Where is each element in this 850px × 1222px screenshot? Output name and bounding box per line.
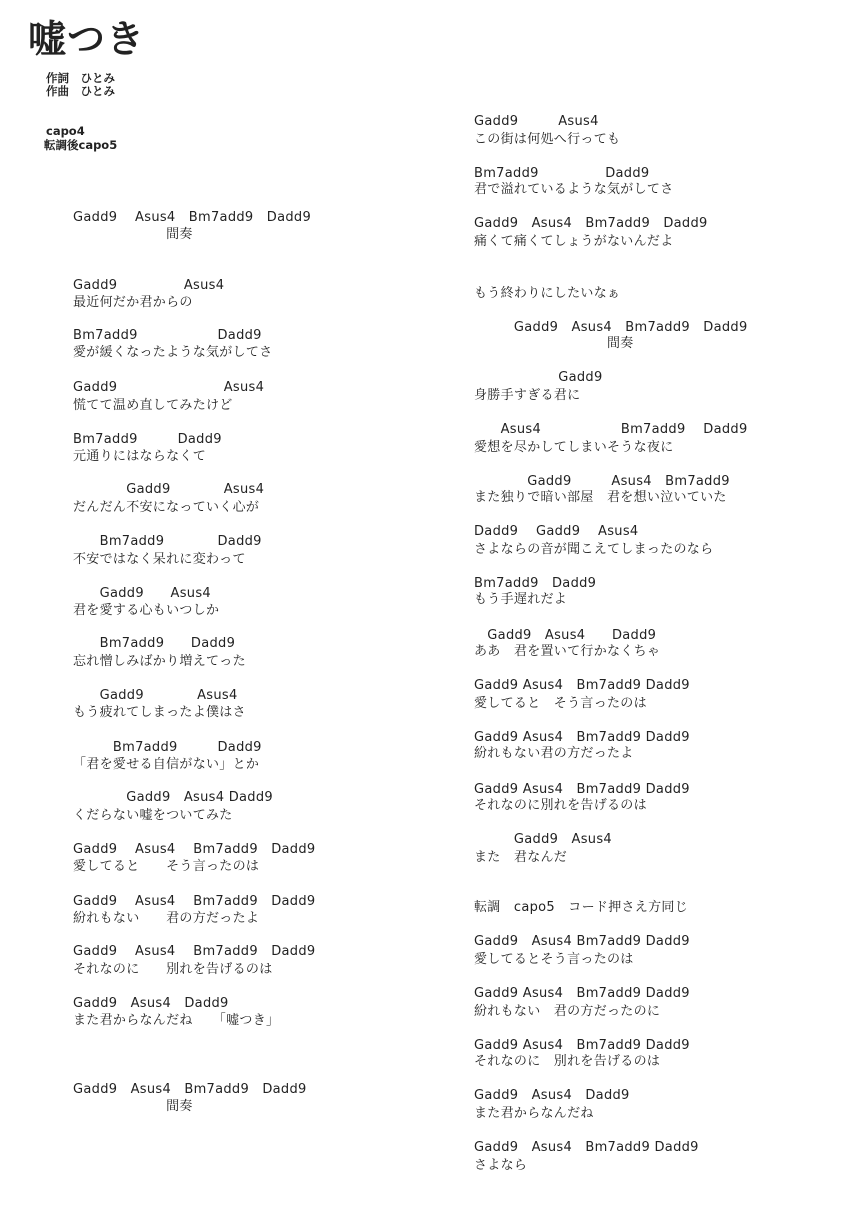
right-line-11: 身勝手すぎる君に [474, 388, 581, 403]
right-line-27: それなのに別れを告げるのは [474, 798, 647, 813]
right-line-36: それなのに 別れを告げるのは [474, 1054, 661, 1069]
left-line-29: Gadd9 Asus4 Bm7add9 Dadd9 [73, 944, 316, 959]
left-line-12: だんだん不安になっていく心が [73, 500, 260, 515]
song-title: 嘘つき [28, 17, 146, 61]
right-line-7: もう終わりにしたいなぁ [474, 286, 621, 301]
right-line-16: Dadd9 Gadd9 Asus4 [474, 524, 639, 539]
right-line-17: さよならの音が聞こえてしまったのなら [474, 542, 714, 557]
left-line-2: 間奏 [73, 227, 193, 242]
right-line-4: 君で溢れているような気がしてさ [474, 182, 674, 197]
right-line-22: Gadd9 Asus4 Bm7add9 Dadd9 [474, 678, 690, 693]
composer-credit: 作曲 ひとみ [46, 84, 115, 98]
right-line-26: Gadd9 Asus4 Bm7add9 Dadd9 [474, 782, 690, 797]
left-line-31: Gadd9 Asus4 Dadd9 [73, 996, 229, 1011]
left-line-21: Bm7add9 Dadd9 [73, 740, 262, 755]
right-line-40: さよなら [474, 1158, 528, 1173]
left-line-7: Gadd9 Asus4 [73, 380, 265, 395]
capo-after-modulation-note: 転調後capo5 [44, 138, 118, 152]
left-line-24: くだらない嘘をついてみた [73, 808, 233, 823]
right-line-10: Gadd9 [474, 370, 603, 385]
right-line-13: 愛想を尽かしてしまいそうな夜に [474, 440, 674, 455]
left-line-10: 元通りにはならなくて [73, 449, 207, 464]
right-line-23: 愛してると そう言ったのは [474, 696, 647, 711]
right-line-21: ああ 君を置いて行かなくちゃ [474, 644, 661, 659]
right-line-32: 愛してるとそう言ったのは [474, 952, 634, 967]
right-line-9: 間奏 [474, 336, 634, 351]
left-line-18: 忘れ憎しみばかり増えてった [73, 654, 246, 669]
left-line-5: Bm7add9 Dadd9 [73, 328, 262, 343]
right-line-20: Gadd9 Asus4 Dadd9 [474, 628, 657, 643]
right-line-25: 紛れもない君の方だったよ [474, 746, 634, 761]
right-line-34: 紛れもない 君の方だったのに [474, 1004, 661, 1019]
right-line-24: Gadd9 Asus4 Bm7add9 Dadd9 [474, 730, 690, 745]
left-line-19: Gadd9 Asus4 [73, 688, 238, 703]
left-line-13: Bm7add9 Dadd9 [73, 534, 262, 549]
left-line-14: 不安ではなく呆れに変わって [73, 552, 246, 567]
left-line-16: 君を愛する心もいつしか [73, 603, 220, 618]
right-line-15: また独りで暗い部屋 君を想い泣いていた [474, 490, 727, 505]
right-line-6: 痛くて痛くてしょうがないんだよ [474, 234, 674, 249]
right-line-2: この街は何処へ行っても [474, 132, 621, 147]
capo-note: capo4 [46, 124, 85, 138]
right-line-8: Gadd9 Asus4 Bm7add9 Dadd9 [474, 320, 748, 335]
left-line-30: それなのに 別れを告げるのは [73, 962, 273, 977]
right-line-18: Bm7add9 Dadd9 [474, 576, 597, 591]
left-line-20: もう疲れてしまったよ僕はさ [73, 705, 246, 720]
left-line-6: 愛が緩くなったような気がしてさ [73, 345, 273, 360]
right-line-39: Gadd9 Asus4 Bm7add9 Dadd9 [474, 1140, 699, 1155]
right-line-19: もう手遅れだよ [474, 592, 568, 607]
right-line-12: Asus4 Bm7add9 Dadd9 [474, 422, 748, 437]
left-line-4: 最近何だか君からの [73, 295, 193, 310]
right-line-3: Bm7add9 Dadd9 [474, 166, 650, 181]
left-line-32: また君からなんだね 「嘘つき」 [73, 1013, 280, 1028]
left-line-8: 慌てて温め直してみたけど [73, 398, 233, 413]
right-line-37: Gadd9 Asus4 Dadd9 [474, 1088, 630, 1103]
right-line-14: Gadd9 Asus4 Bm7add9 [474, 474, 730, 489]
left-line-15: Gadd9 Asus4 [73, 586, 211, 601]
right-line-28: Gadd9 Asus4 [474, 832, 612, 847]
left-line-17: Bm7add9 Dadd9 [73, 636, 236, 651]
right-line-35: Gadd9 Asus4 Bm7add9 Dadd9 [474, 1038, 690, 1053]
right-line-33: Gadd9 Asus4 Bm7add9 Dadd9 [474, 986, 690, 1001]
left-line-26: 愛してると そう言ったのは [73, 859, 260, 874]
left-line-27: Gadd9 Asus4 Bm7add9 Dadd9 [73, 894, 316, 909]
left-line-23: Gadd9 Asus4 Dadd9 [73, 790, 273, 805]
left-line-22: 「君を愛せる自信がない」とか [73, 757, 260, 772]
left-line-3: Gadd9 Asus4 [73, 278, 225, 293]
right-line-31: Gadd9 Asus4 Bm7add9 Dadd9 [474, 934, 690, 949]
right-line-38: また君からなんだね [474, 1106, 594, 1121]
right-line-5: Gadd9 Asus4 Bm7add9 Dadd9 [474, 216, 708, 231]
left-line-34: 間奏 [73, 1099, 193, 1114]
right-line-29: また 君なんだ [474, 850, 568, 865]
right-line-1: Gadd9 Asus4 [474, 114, 599, 129]
left-line-11: Gadd9 Asus4 [73, 482, 265, 497]
right-line-30: 転調 capo5 コード押さえ方同じ [474, 900, 688, 915]
left-line-28: 紛れもない 君の方だったよ [73, 911, 260, 926]
lyricist-credit: 作詞 ひとみ [46, 71, 115, 85]
left-line-1: Gadd9 Asus4 Bm7add9 Dadd9 [73, 210, 312, 225]
left-line-33: Gadd9 Asus4 Bm7add9 Dadd9 [73, 1082, 307, 1097]
left-line-25: Gadd9 Asus4 Bm7add9 Dadd9 [73, 842, 316, 857]
left-line-9: Bm7add9 Dadd9 [73, 432, 222, 447]
